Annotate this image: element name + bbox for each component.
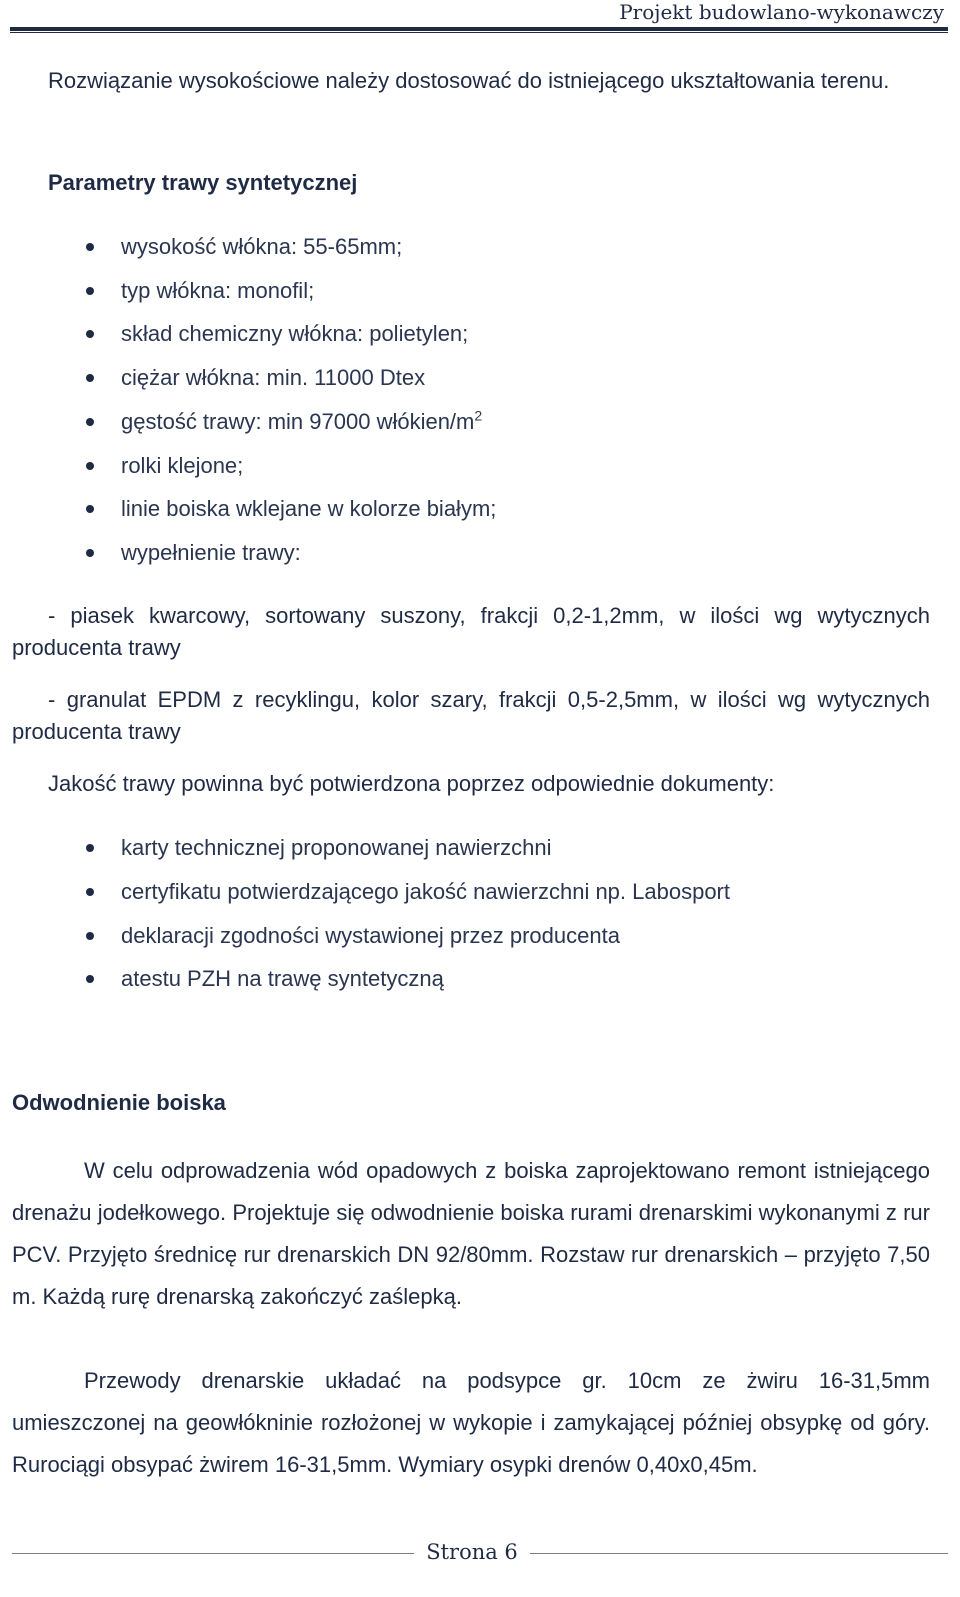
bullet-icon bbox=[86, 888, 94, 896]
list-item-text: linie boiska wklejane w kolorze białym; bbox=[121, 496, 497, 521]
density-text: gęstość trawy: min 97000 włókien/m bbox=[121, 409, 475, 434]
list-item-text: certyfikatu potwierdzającego jakość nawierzchni np. Labosport bbox=[121, 879, 730, 904]
infill-sand-paragraph: - piasek kwarcowy, sortowany suszony, frakcji 0,2-1,2mm, w ilości wg wytycznych producenta trawy bbox=[12, 603, 930, 660]
drainage-paragraph-1: W celu odprowadzenia wód opadowych z boiska zaprojektowano remont istniejącego drenażu jodełkowego. Projektuje się odwodnienie boiska rurami drenarskimi wykonanymi z rur PCV. Przyjęto średnicę rur drenarskich DN 92/80mm. Rozstaw rur drenarskich – przyjęto 7,50 m. Każdą rurę drenarską zakończyć zaślepką. bbox=[12, 1158, 930, 1309]
list-item-text: typ włókna: monofil; bbox=[121, 278, 315, 303]
list-item bbox=[86, 450, 243, 482]
bullet-icon bbox=[86, 418, 94, 426]
list-item bbox=[86, 275, 314, 307]
document-header-title: Projekt budowlano-wykonawczy bbox=[619, 0, 944, 24]
bullet-icon bbox=[86, 932, 94, 940]
bullet-icon bbox=[86, 374, 94, 382]
list-item bbox=[86, 876, 730, 908]
list-item-text: ciężar włókna: min. 11000 Dtex bbox=[121, 365, 426, 390]
page-number: Strona 6 bbox=[426, 1540, 518, 1564]
bullet-icon bbox=[86, 330, 94, 338]
footer-divider-right bbox=[530, 1553, 948, 1554]
quality-statement: Jakość trawy powinna być potwierdzona poprzez odpowiednie dokumenty: bbox=[48, 771, 775, 796]
list-item bbox=[86, 537, 301, 569]
list-item bbox=[86, 231, 402, 263]
footer-divider-left bbox=[12, 1553, 414, 1554]
bullet-icon bbox=[86, 287, 94, 295]
list-item-text: skład chemiczny włókna: polietylen; bbox=[121, 321, 469, 346]
bullet-icon bbox=[86, 549, 94, 557]
intro-paragraph: Rozwiązanie wysokościowe należy dostosować do istniejącego ukształtowania terenu. bbox=[48, 68, 890, 93]
list-item bbox=[86, 493, 496, 525]
list-item bbox=[86, 963, 444, 995]
bullet-icon bbox=[86, 505, 94, 513]
list-item-text: atestu PZH na trawę syntetyczną bbox=[121, 966, 444, 991]
list-item-text: karty technicznej proponowanej nawierzchni bbox=[121, 835, 552, 860]
drainage-paragraph-2: Przewody drenarskie układać na podsypce gr. 10cm ze żwiru 16-31,5mm umieszczonej na geowłókninie rozłożonej w wykopie i zamykającej później obsypkę od góry. Rurociągi obsypać żwirem 16-31,5mm. Wymiary osypki drenów 0,40x0,45m. bbox=[12, 1368, 930, 1477]
list-item bbox=[86, 362, 425, 394]
bullet-icon bbox=[86, 243, 94, 251]
list-item-text: wypełnienie trawy: bbox=[121, 540, 301, 565]
bullet-icon bbox=[86, 975, 94, 983]
list-item bbox=[86, 920, 620, 952]
list-item-text bbox=[121, 409, 482, 435]
bullet-icon bbox=[86, 844, 94, 852]
infill-epdm-paragraph: - granulat EPDM z recyklingu, kolor szary, frakcji 0,5-2,5mm, w ilości wg wytycznych producenta trawy bbox=[12, 687, 930, 744]
list-item-text: rolki klejone; bbox=[121, 453, 244, 478]
list-item bbox=[86, 318, 468, 350]
parameters-heading: Parametry trawy syntetycznej bbox=[48, 170, 358, 195]
drainage-heading: Odwodnienie boiska bbox=[12, 1090, 226, 1115]
list-item-text: deklaracji zgodności wystawionej przez producenta bbox=[121, 923, 620, 948]
density-superscript: 2 bbox=[474, 407, 483, 424]
bullet-icon bbox=[86, 462, 94, 470]
list-item bbox=[86, 832, 551, 864]
list-item-text: wysokość włókna: 55-65mm; bbox=[121, 234, 403, 259]
list-item bbox=[86, 406, 482, 438]
header-divider bbox=[10, 27, 948, 31]
